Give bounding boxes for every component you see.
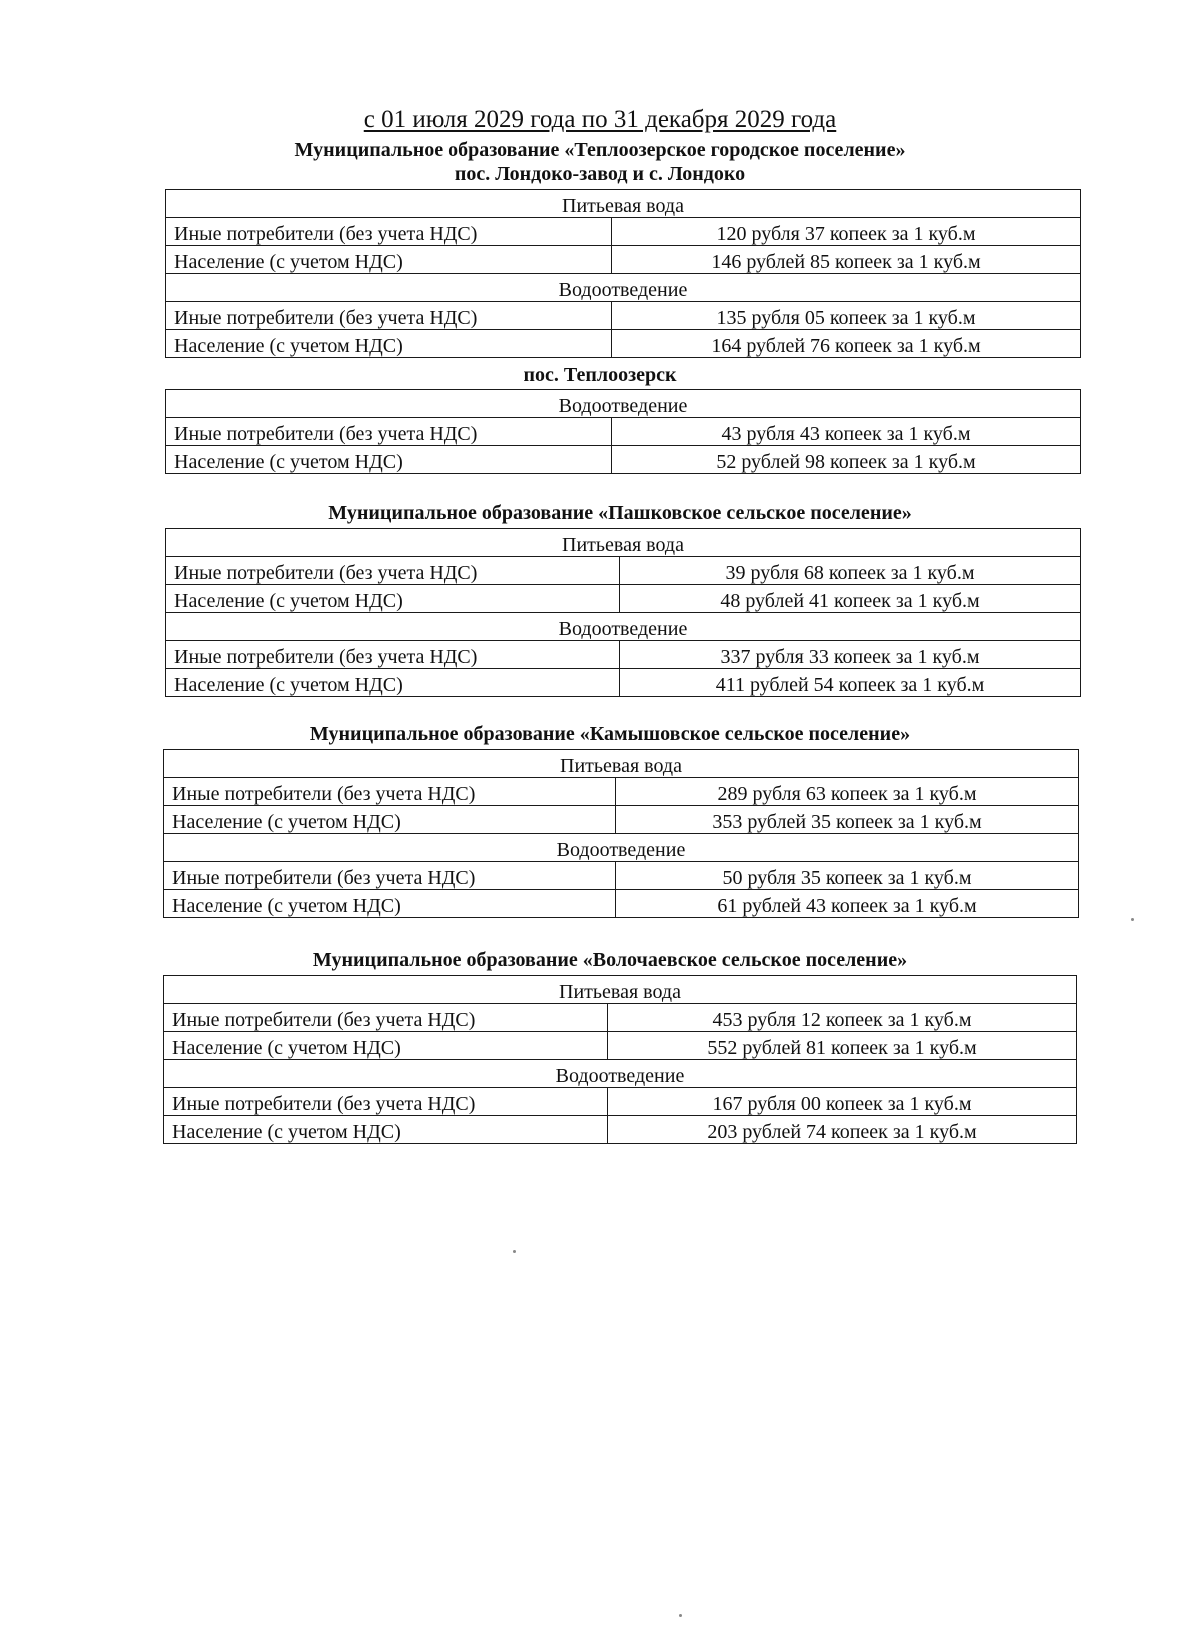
table-row: [166, 557, 1081, 585]
table-row: [164, 1116, 1077, 1144]
consumer-label: Иные потребители (без учета НДС): [166, 557, 620, 585]
tariff-value: 48 рублей 41 копеек за 1 куб.м: [620, 585, 1081, 613]
consumer-label: Иные потребители (без учета НДС): [164, 862, 616, 890]
tariff-value: 453 рубля 12 копеек за 1 куб.м: [608, 1004, 1077, 1032]
table-row: [166, 302, 1081, 330]
tariff-value: 52 рублей 98 копеек за 1 куб.м: [612, 446, 1081, 474]
locality-heading: пос. Теплоозерск: [523, 364, 677, 386]
section-header: Водоотведение: [164, 1060, 1077, 1088]
tariff-value: 120 рубля 37 копеек за 1 куб.м: [612, 218, 1081, 246]
table-row: [166, 246, 1081, 274]
consumer-label: Население (с учетом НДС): [166, 446, 612, 474]
table-row: [164, 778, 1079, 806]
table-row: [166, 585, 1081, 613]
tariff-value: 337 рубля 33 копеек за 1 куб.м: [620, 641, 1081, 669]
table-row: [166, 418, 1081, 446]
section-header: Питьевая вода: [166, 190, 1081, 218]
consumer-label: Население (с учетом НДС): [166, 330, 612, 358]
table-row: [166, 641, 1081, 669]
consumer-label: Население (с учетом НДС): [166, 669, 620, 697]
section-header: Водоотведение: [164, 834, 1079, 862]
consumer-label: Население (с учетом НДС): [166, 246, 612, 274]
tariff-table: [163, 749, 1079, 918]
table-row: [164, 1032, 1077, 1060]
section-header: Питьевая вода: [164, 976, 1077, 1004]
tariff-table: [165, 189, 1081, 358]
consumer-label: Иные потребители (без учета НДС): [166, 641, 620, 669]
table-row: [164, 1088, 1077, 1116]
consumer-label: Иные потребители (без учета НДС): [164, 1088, 608, 1116]
municipality-heading: Муниципальное образование «Волочаевское сельское поселение»: [312, 949, 908, 971]
section-header: Питьевая вода: [164, 750, 1079, 778]
municipality-heading: Муниципальное образование «Камышовское сельское поселение»: [309, 723, 911, 745]
tariff-value: 146 рублей 85 копеек за 1 куб.м: [612, 246, 1081, 274]
tariff-value: 411 рублей 54 копеек за 1 куб.м: [620, 669, 1081, 697]
section-header: Водоотведение: [166, 390, 1081, 418]
table-row: [164, 806, 1079, 834]
consumer-label: Население (с учетом НДС): [164, 1032, 608, 1060]
scan-speck: [513, 1250, 516, 1253]
section-header: Питьевая вода: [166, 529, 1081, 557]
table-row: [166, 274, 1081, 302]
scan-speck: [679, 1614, 682, 1617]
municipality-heading: Муниципальное образование «Пашковское сельское поселение»: [328, 502, 912, 524]
table-row: [166, 613, 1081, 641]
tariff-value: 39 рубля 68 копеек за 1 куб.м: [620, 557, 1081, 585]
table-row: [164, 890, 1079, 918]
tariff-value: 552 рублей 81 копеек за 1 куб.м: [608, 1032, 1077, 1060]
tariff-table: [165, 389, 1081, 474]
tariff-value: 203 рублей 74 копеек за 1 куб.м: [608, 1116, 1077, 1144]
table-row: [164, 862, 1079, 890]
table-row: [166, 330, 1081, 358]
table-row: [166, 446, 1081, 474]
table-row: [164, 1004, 1077, 1032]
consumer-label: Население (с учетом НДС): [164, 1116, 608, 1144]
table-row: [164, 834, 1079, 862]
tariff-value: 289 рубля 63 копеек за 1 куб.м: [616, 778, 1079, 806]
table-row: [166, 190, 1081, 218]
table-row: [164, 1060, 1077, 1088]
consumer-label: Иные потребители (без учета НДС): [166, 218, 612, 246]
consumer-label: Население (с учетом НДС): [164, 890, 616, 918]
municipality-heading: Муниципальное образование «Теплоозерское городское поселение»: [294, 139, 906, 161]
consumer-label: Иные потребители (без учета НДС): [164, 778, 616, 806]
tariff-value: 61 рублей 43 копеек за 1 куб.м: [616, 890, 1079, 918]
table-row: [166, 669, 1081, 697]
tariff-table: [163, 975, 1077, 1144]
section-header: Водоотведение: [166, 613, 1081, 641]
consumer-label: Население (с учетом НДС): [166, 585, 620, 613]
tariff-value: 135 рубля 05 копеек за 1 куб.м: [612, 302, 1081, 330]
table-row: [166, 529, 1081, 557]
tariff-value: 43 рубля 43 копеек за 1 куб.м: [612, 418, 1081, 446]
tariff-value: 164 рублей 76 копеек за 1 куб.м: [612, 330, 1081, 358]
section-header: Водоотведение: [166, 274, 1081, 302]
table-row: [164, 750, 1079, 778]
period-title: с 01 июля 2029 года по 31 декабря 2029 года: [363, 106, 837, 133]
tariff-value: 50 рубля 35 копеек за 1 куб.м: [616, 862, 1079, 890]
consumer-label: Иные потребители (без учета НДС): [164, 1004, 608, 1032]
table-row: [164, 976, 1077, 1004]
consumer-label: Население (с учетом НДС): [164, 806, 616, 834]
table-row: [166, 218, 1081, 246]
tariff-table: [165, 528, 1081, 697]
scan-speck: [1131, 918, 1134, 921]
consumer-label: Иные потребители (без учета НДС): [166, 302, 612, 330]
consumer-label: Иные потребители (без учета НДС): [166, 418, 612, 446]
tariff-value: 353 рублей 35 копеек за 1 куб.м: [616, 806, 1079, 834]
tariff-value: 167 рубля 00 копеек за 1 куб.м: [608, 1088, 1077, 1116]
table-row: [166, 390, 1081, 418]
locality-heading: пос. Лондоко-завод и с. Лондоко: [454, 163, 746, 185]
